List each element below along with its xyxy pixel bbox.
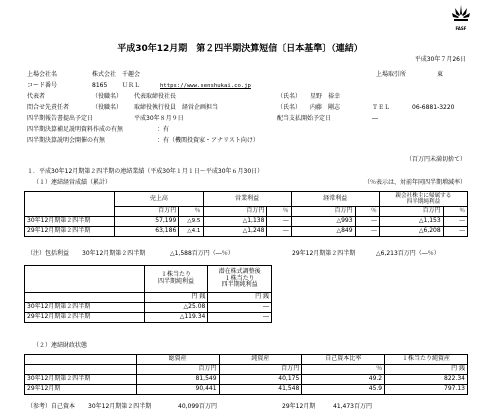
cell-value: 45.9 [302, 385, 385, 395]
financial-position-title: （２）連結財政状態 [33, 342, 88, 349]
tel-value: 06-6881-3220 [412, 104, 455, 111]
cell-value: △993 [291, 217, 355, 227]
operating-results-table [24, 191, 468, 237]
reference-current-period: 30年12月期第２四半期 [88, 403, 152, 410]
exchange-value: 東 [437, 71, 444, 78]
listed-company-value: 株式会社 千趣会 [92, 71, 141, 78]
fasf-logo-label: FASF [455, 25, 467, 31]
contact-name: 内藤 剛志 [310, 104, 341, 111]
unit-million: 百万円 [291, 207, 355, 217]
representative-name: 星野 裕幸 [310, 93, 341, 100]
fasf-logo-icon [451, 4, 471, 26]
page-title: 平成30年12月期 第２四半期決算短信〔日本基準〕（連結） [117, 44, 363, 54]
unit-note: （百万円未満切捨て） [405, 156, 466, 163]
row-label: 29年12月期第２四半期 [25, 227, 115, 237]
table-row [25, 375, 468, 385]
cell-value: △1,138 [203, 217, 267, 227]
listed-company-label: 上場会社名 [27, 71, 58, 78]
reference-current-value: 40,099百万円 [178, 403, 217, 410]
table-row [25, 227, 468, 237]
unit-yen-sen: 円 銭 [144, 293, 208, 303]
header-eps: １株当たり 四半期純利益 [144, 266, 208, 293]
operating-results-note: （％表示は、対前年同四半期増減率） [363, 179, 466, 186]
header-equity-ratio: 自己資本比率 [302, 355, 385, 365]
reference-prior-value: 41,473百万円 [333, 403, 372, 410]
header-net-income: 親会社株主に帰属する 四半期純利益 [379, 192, 467, 207]
dividend-date-value: ― [372, 115, 378, 122]
header-operating-income: 営業利益 [203, 192, 291, 207]
representative-role-label: （役職名） [92, 93, 123, 100]
unit-cell: 百万円 [136, 365, 219, 375]
unit-yen-sen: 円 銭 [208, 293, 272, 303]
supplementary-value: ：有 [157, 126, 170, 133]
company-url-link[interactable]: https://www.senshukai.co.jp [160, 83, 251, 89]
section1-title: １．平成30年12月期第２四半期の連結業績（平成30年１月１日～平成30年６月30日） [27, 168, 264, 175]
cell-value: ― [443, 217, 467, 227]
cell-value: 822.34 [385, 375, 468, 385]
reference-prior-period: 29年12月期 [282, 403, 316, 410]
comprehensive-prior-period: 29年12月期第２四半期 [292, 250, 356, 257]
comprehensive-income-label: （注）包括利益 [27, 250, 70, 257]
cell-value: △9.5 [179, 217, 203, 227]
cell-value: ― [443, 227, 467, 237]
unit-cell: 円 銭 [385, 365, 468, 375]
cell-value: △6,208 [379, 227, 443, 237]
cell-value: ― [267, 227, 291, 237]
contact-name-label: （氏名） [277, 104, 302, 111]
comprehensive-prior-value: △6,213百万円（―％） [376, 250, 440, 257]
table-row [25, 217, 468, 227]
unit-million: 百万円 [203, 207, 267, 217]
cell-value: △849 [291, 227, 355, 237]
url-label: ＵＲＬ [122, 82, 141, 89]
cell-value: △119.34 [144, 313, 208, 323]
report-date-value: 平成30年８月９日 [134, 115, 184, 122]
contact-role-label: （役職名） [92, 104, 123, 111]
cell-value: 63,186 [115, 227, 179, 237]
reference-equity-label: （参考）自己資本 [27, 403, 76, 410]
row-label: 29年12月期 [25, 385, 137, 395]
unit-pct: ％ [355, 207, 379, 217]
contact-role: 取締役執行役員 経営企画担当 [134, 104, 219, 111]
cell-value: ― [355, 217, 379, 227]
header-sales: 売上高 [115, 192, 203, 207]
table-row [25, 385, 468, 395]
dividend-date-label: 配当支払開始予定日 [277, 115, 332, 122]
row-label: 30年12月期第２四半期 [25, 217, 115, 227]
unit-pct: ％ [443, 207, 467, 217]
briefing-value: ：有（機関投資家・アナリスト向け） [157, 137, 259, 144]
supplementary-label: 四半期決算補足説明資料作成の有無 [27, 126, 124, 133]
unit-million: 百万円 [115, 207, 179, 217]
briefing-label: 四半期決算説明会開催の有無 [27, 137, 106, 144]
exchange-label: 上場取引所 [376, 71, 407, 78]
comprehensive-current-period: 30年12月期第２四半期 [82, 250, 146, 257]
representative-name-label: （氏名） [277, 93, 302, 100]
representative-role: 代表取締役社長 [134, 93, 177, 100]
fasf-logo [451, 4, 471, 30]
header-diluted-eps: 潜在株式調整後 １株当たり 四半期純利益 [208, 266, 272, 293]
unit-pct: ％ [267, 207, 291, 217]
report-date-label: 四半期報告書提出予定日 [27, 115, 94, 122]
cell-value: 49.2 [302, 375, 385, 385]
cell-value: 797.13 [385, 385, 468, 395]
table-row [25, 313, 272, 323]
header-ordinary-income: 経常利益 [291, 192, 379, 207]
operating-results-title: （１）連結経営成績（累計） [33, 179, 112, 186]
cell-value: △25.08 [144, 303, 208, 313]
code-label: コード番号 [27, 82, 58, 89]
table-row [25, 303, 272, 313]
header-bps: １株当たり純資産 [385, 355, 468, 365]
cell-value: ― [267, 217, 291, 227]
code-value: 8165 [92, 82, 108, 89]
header-net-assets: 純資産 [219, 355, 302, 365]
tel-label: ＴＥＬ [372, 104, 391, 111]
cell-value: 41,548 [219, 385, 302, 395]
representative-label: 代表者 [27, 93, 46, 100]
unit-cell: ％ [302, 365, 385, 375]
cell-value: ― [355, 227, 379, 237]
comprehensive-current-value: △1,588百万円（―％） [170, 250, 234, 257]
report-date: 平成30年７月26日 [414, 56, 466, 63]
cell-value: 81,549 [136, 375, 219, 385]
cell-value: △4.1 [179, 227, 203, 237]
cell-value: 57,199 [115, 217, 179, 227]
unit-million: 百万円 [379, 207, 443, 217]
cell-value: 90,441 [136, 385, 219, 395]
row-label: 30年12月期第２四半期 [25, 303, 145, 313]
header-total-assets: 総資産 [136, 355, 219, 365]
unit-cell: 百万円 [219, 365, 302, 375]
row-label: 29年12月期第２四半期 [25, 313, 145, 323]
cell-value: ― [208, 303, 272, 313]
row-label: 30年12月期第２四半期 [25, 375, 137, 385]
eps-table [24, 265, 272, 323]
cell-value: ― [208, 313, 272, 323]
cell-value: △1,248 [203, 227, 267, 237]
financial-position-table [24, 354, 468, 395]
contact-label: 問合せ先責任者 [27, 104, 70, 111]
unit-pct: ％ [179, 207, 203, 217]
cell-value: △1,153 [379, 217, 443, 227]
cell-value: 40,175 [219, 375, 302, 385]
